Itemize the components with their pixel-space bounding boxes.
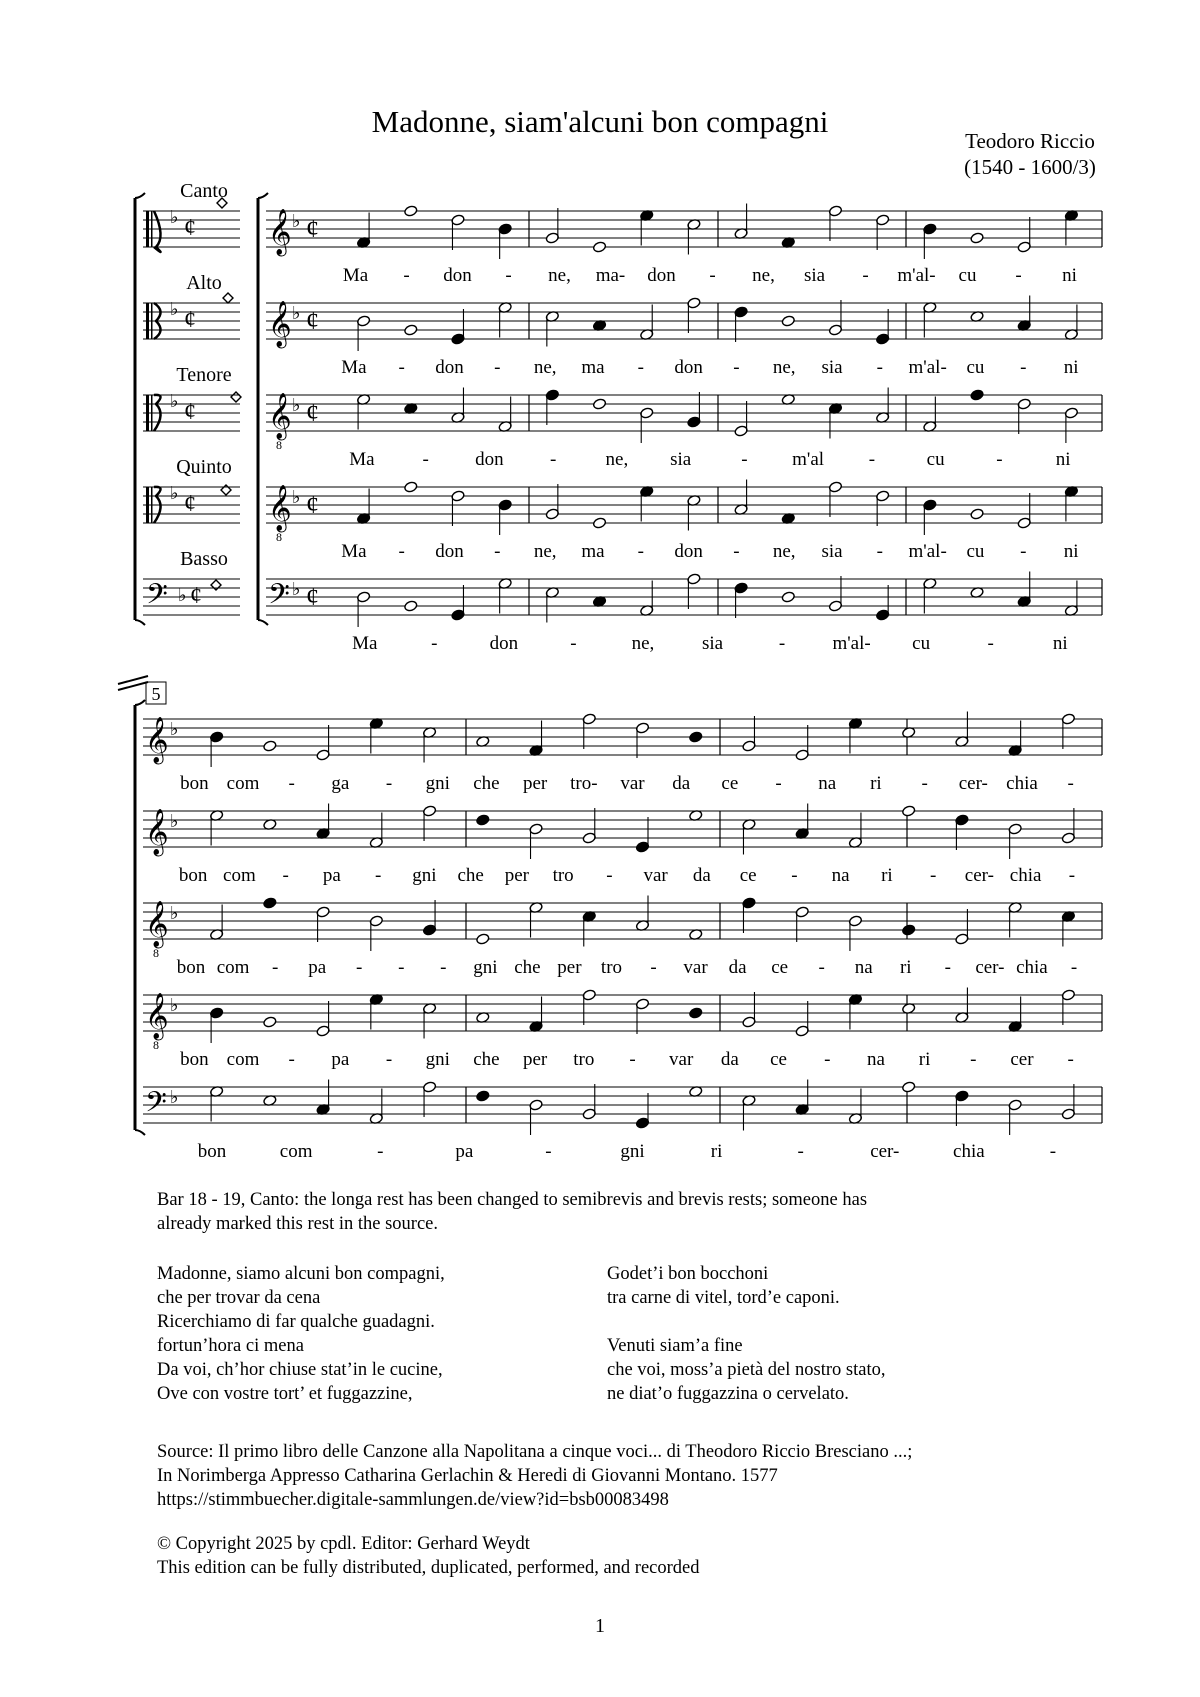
lyric-syllable: gni [425, 1049, 450, 1070]
lyric-syllable: - [1020, 357, 1027, 378]
octave-marker: 8 [276, 530, 282, 544]
f-clef-icon: 𝄢 [268, 580, 290, 617]
lyric-syllable: com [216, 957, 250, 978]
c-clef-icon [151, 303, 153, 339]
lyric-syllable: - [709, 265, 716, 286]
lyric-syllable: Ma [341, 541, 367, 562]
lyric-syllable: gni [620, 1141, 645, 1162]
lyric-syllable: - [570, 633, 577, 654]
lyric-syllable: m'al [792, 449, 825, 470]
text-line: Ricerchiamo di far qualche guadagni. [157, 1312, 435, 1332]
g-clef-icon: 𝄞 [145, 901, 169, 946]
lyric-syllable: na [831, 865, 850, 886]
source-line: In Norimberga Appresso Catharina Gerlachin & Heredi di Giovanni Montano. 1577 [157, 1466, 778, 1486]
lyric-syllable: - [929, 865, 937, 886]
text-line: Godet’i bon bocchoni [607, 1264, 769, 1284]
lyric-syllable: cer- [958, 773, 988, 794]
lyric-syllable: - [637, 357, 644, 378]
copyright-line: © Copyright 2025 by cpdl. Editor: Gerhard Weydt [157, 1534, 530, 1554]
lyric-syllable: - [778, 633, 786, 654]
lyric-syllable: bon [180, 773, 209, 794]
page-title: Madonne, siam'alcuni bon compagni [371, 104, 829, 139]
lyric-syllable: com [226, 773, 260, 794]
c-clef-icon [151, 211, 153, 247]
note-head [404, 600, 418, 612]
lyric-syllable: - [374, 865, 382, 886]
cut-time-icon: ¢ [190, 583, 202, 609]
lyric-syllable: per [504, 865, 530, 886]
c-clef-icon [154, 211, 161, 252]
lyric-syllable: com [279, 1141, 313, 1162]
lyric-syllable: don [443, 265, 472, 286]
bracket-hook [135, 700, 145, 705]
lyric-syllable: chia [1016, 957, 1048, 978]
voice-label: Tenore [176, 364, 232, 386]
lyric-syllable: - [494, 357, 501, 378]
lyric-syllable: ri [899, 957, 912, 978]
composer-name: Teodoro Riccio [965, 129, 1095, 153]
f-clef-icon: 𝄢 [145, 1088, 167, 1125]
lyric-syllable: - [987, 633, 994, 654]
lyric-syllable: ne, [533, 357, 557, 378]
song-text-left [157, 1262, 445, 1406]
f-clef-icon: 𝄢 [146, 580, 168, 617]
lyric-syllable: - [921, 773, 928, 794]
text-line: ne diat’o fuggazzina o cervelato. [607, 1384, 849, 1404]
lyric-syllable: da [728, 957, 747, 978]
lyric-syllable: ce [739, 865, 757, 886]
bracket-hook [258, 193, 268, 198]
c-clef-icon [151, 487, 153, 523]
flat-icon: ♭ [170, 1087, 179, 1107]
lyric-syllable: - [1067, 1049, 1074, 1070]
lyric-syllable: - [422, 449, 429, 470]
c-clef-icon [146, 487, 149, 523]
lyric-syllable: sia [701, 633, 724, 654]
lyric-syllable: pa [322, 865, 341, 886]
cut-time-icon: ¢ [184, 307, 196, 333]
bracket-hook [135, 193, 145, 198]
g-clef-icon: 𝄞 [268, 485, 292, 530]
lyric-syllable: pa [308, 957, 327, 978]
flat-icon: ♭ [170, 299, 179, 319]
lyric-syllable: gni [473, 957, 498, 978]
source-info [157, 1440, 912, 1512]
flat-icon: ♭ [178, 585, 187, 605]
g-clef-icon: 𝄞 [268, 209, 292, 254]
note-head [263, 1016, 277, 1028]
lyric-syllable: da [672, 773, 691, 794]
lyric-syllable: ri [710, 1141, 723, 1162]
lyric-syllable: Ma [349, 449, 375, 470]
lyric-syllable: - [629, 1049, 636, 1070]
lyric-syllable: - [398, 357, 405, 378]
lyric-syllable: che [473, 773, 500, 794]
lyric-syllable: che [514, 957, 541, 978]
note-head [902, 1081, 916, 1093]
g-clef-icon: 𝄞 [145, 809, 169, 854]
text-line: Madonne, siamo alcuni bon compagni, [157, 1264, 445, 1284]
lyric-syllable: da [692, 865, 711, 886]
lyric-syllable: bon [178, 865, 208, 886]
lyric-syllable: cu [966, 357, 985, 378]
lyric-syllable: Ma [342, 265, 369, 286]
lyric-syllable: ne, [752, 265, 775, 286]
lyric-syllable: ma [581, 357, 605, 378]
lyric-syllable: chia [953, 1141, 985, 1162]
lyric-syllable: var [643, 865, 668, 886]
bracket-hook [135, 620, 145, 625]
lyric-syllable: cu [958, 265, 977, 286]
note-head [970, 232, 984, 244]
text-line: Ove con vostre tort’ et fuggazzine, [157, 1384, 413, 1404]
lyric-syllable: ni [1062, 265, 1077, 286]
lyric-syllable: tro- [570, 773, 598, 794]
cut-time-icon: ¢ [184, 491, 196, 517]
lyric-syllable: - [1070, 957, 1078, 978]
g-clef-icon: 𝄞 [145, 717, 169, 762]
lyric-syllable: - [637, 541, 644, 562]
lyric-syllable: m'al- [897, 265, 936, 286]
lyric-syllable: - [505, 265, 512, 286]
lyric-syllable: - [944, 957, 952, 978]
editorial-note-line: already marked this rest in the source. [157, 1214, 438, 1234]
text-line [607, 1310, 885, 1334]
lyric-syllable: cer- [870, 1141, 900, 1162]
lyric-syllable: don [647, 265, 676, 286]
text-line: che voi, moss’a pietà del nostro stato, [607, 1360, 886, 1380]
lyric-syllable: ne, [772, 357, 796, 378]
lyric-syllable: ga [331, 773, 350, 794]
text-line: tra carne di vitel, tord’e caponi. [607, 1288, 840, 1308]
lyric-syllable: - [996, 449, 1003, 470]
c-clef-icon [146, 211, 149, 247]
lyric-syllable: - [741, 449, 748, 470]
lyric-syllable: bon [197, 1141, 227, 1162]
lyric-syllable: don [489, 633, 519, 654]
lyric-syllable: - [876, 541, 884, 562]
g-clef-icon: 𝄞 [145, 993, 169, 1038]
octave-marker: 8 [276, 438, 282, 452]
lyric-syllable: ni [1052, 633, 1068, 654]
lyric-syllable: tro [573, 1049, 595, 1070]
lyric-syllable: Ma [341, 357, 367, 378]
lyric-syllable: don [435, 541, 464, 562]
lyric-syllable: - [824, 1049, 831, 1070]
lyric-syllable: ma [581, 541, 605, 562]
note-head [902, 924, 916, 936]
note-head [970, 389, 984, 401]
cut-time-icon: ¢ [306, 398, 319, 427]
voice-label: Canto [180, 180, 228, 202]
note-head [263, 897, 277, 909]
octave-marker: 8 [153, 1038, 159, 1052]
lyric-syllable: cer- [964, 865, 994, 886]
lyric-syllable: cu [926, 449, 945, 470]
c-clef-icon [151, 395, 153, 431]
lyric-syllable: - [1020, 541, 1027, 562]
lyric-syllable: com [223, 865, 256, 886]
note-head [781, 315, 795, 327]
lyric-syllable: ri [870, 773, 882, 794]
lyric-syllable: - [494, 541, 501, 562]
lyric-syllable: - [288, 773, 295, 794]
lyric-syllable: - [385, 773, 393, 794]
lyric-syllable: gni [412, 865, 437, 886]
lyric-syllable: per [557, 957, 582, 978]
lyric-syllable: - [797, 1141, 804, 1162]
lyric-syllable: bon [176, 957, 206, 978]
cut-time-icon: ¢ [306, 490, 319, 519]
lyric-syllable: - [549, 449, 557, 470]
lyric-syllable: cer- [975, 957, 1005, 978]
lyric-syllable: - [1067, 773, 1074, 794]
lyric-syllable: ni [1055, 449, 1071, 470]
lyric-syllable: chia [1006, 773, 1038, 794]
flat-icon: ♭ [170, 391, 179, 411]
editorial-note-line: Bar 18 - 19, Canto: the longa rest has been changed to semibrevis and brevis rests; someone has [157, 1190, 868, 1210]
note-head [689, 1007, 703, 1019]
lyric-syllable: - [868, 449, 876, 470]
lyric-syllable: che [457, 865, 484, 886]
note-head [404, 481, 418, 493]
lyric-syllable: - [398, 541, 405, 562]
lyric-syllable: don [435, 357, 464, 378]
text-line: Venuti siam’a fine [607, 1336, 743, 1356]
lyric-syllable: m'al- [908, 541, 947, 562]
lyric-syllable: m'al- [832, 633, 871, 654]
note-head [592, 517, 606, 529]
lyric-syllable: - [440, 957, 447, 978]
lyric-syllable: - [1015, 265, 1022, 286]
flat-icon: ♭ [170, 207, 179, 227]
voice-label: Basso [180, 548, 228, 570]
flat-icon: ♭ [292, 303, 301, 323]
lyric-syllable: - [431, 633, 438, 654]
lyric-syllable: da [720, 1049, 739, 1070]
lyric-syllable: chia [1009, 865, 1042, 886]
license-line: This edition can be fully distributed, duplicated, performed, and recorded [157, 1558, 700, 1578]
lyric-syllable: ne, [548, 265, 571, 286]
lyric-syllable: ne, [772, 541, 796, 562]
lyric-syllable: bon [180, 1049, 209, 1070]
lyric-syllable: gni [425, 773, 450, 794]
flat-icon: ♭ [292, 211, 301, 231]
cut-time-icon: ¢ [184, 215, 196, 241]
note-head [902, 805, 916, 817]
lyric-syllable: ri [881, 865, 893, 886]
lyric-syllable: ni [1063, 357, 1079, 378]
note-head [404, 205, 418, 217]
lyric-syllable: per [522, 773, 548, 794]
lyric-syllable: - [775, 773, 782, 794]
lyric-syllable: - [970, 1049, 977, 1070]
flat-icon: ♭ [292, 487, 301, 507]
lyric-syllable: don [475, 449, 504, 470]
lyric-syllable: - [606, 865, 613, 886]
lyric-syllable: na [818, 773, 837, 794]
text-line: fortun’hora ci mena [157, 1336, 304, 1356]
lyric-syllable: cer [1010, 1049, 1034, 1070]
bracket-hook [135, 1130, 145, 1135]
g-clef-icon: 𝄞 [268, 301, 292, 346]
source-line: Source: Il primo libro delle Canzone alla Napolitana a cinque voci... di Theodoro Riccio Bresciano ...; [157, 1442, 913, 1462]
lyric-syllable: tro [600, 957, 623, 978]
flat-icon: ♭ [170, 719, 179, 739]
bracket-hook [258, 620, 268, 625]
voice-label: Quinto [176, 456, 232, 478]
lyric-syllable: na [854, 957, 873, 978]
lyric-syllable: sia [821, 541, 843, 562]
lyric-syllable: - [398, 957, 405, 978]
note-head [592, 241, 606, 253]
lyric-syllable: var [620, 773, 645, 794]
lyric-syllable: ne, [605, 449, 629, 470]
editorial-note [157, 1188, 867, 1236]
lyric-syllable: - [876, 357, 884, 378]
text-line: Da voi, ch’hor chiuse stat’in le cucine, [157, 1360, 443, 1380]
note-head [476, 1090, 490, 1102]
cut-time-icon: ¢ [184, 399, 196, 425]
composer-dates: (1540 - 1600/3) [964, 155, 1096, 179]
lyric-syllable: ce [770, 1049, 787, 1070]
flat-icon: ♭ [170, 903, 179, 923]
lyric-syllable: tro [552, 865, 574, 886]
note-head [689, 731, 703, 743]
c-clef-icon [146, 395, 149, 431]
lyric-syllable: na [866, 1049, 885, 1070]
lyric-syllable: m'al- [908, 357, 947, 378]
lyric-syllable: - [818, 957, 825, 978]
flat-icon: ♭ [170, 483, 179, 503]
cut-time-icon: ¢ [306, 214, 319, 243]
note-head [592, 398, 606, 410]
lyric-syllable: Ma [352, 633, 378, 654]
lyric-syllable: - [282, 865, 289, 886]
lyric-syllable: var [683, 957, 708, 978]
lyric-syllable: ma- [595, 265, 626, 286]
copyright-info [157, 1532, 700, 1580]
flat-icon: ♭ [170, 811, 179, 831]
lyric-syllable: - [733, 541, 740, 562]
page-number: 1 [595, 1615, 605, 1637]
flat-icon: ♭ [292, 579, 301, 599]
note-head [781, 591, 795, 603]
lyric-syllable: - [356, 957, 363, 978]
lyric-syllable: ni [1063, 541, 1079, 562]
lyric-syllable: - [650, 957, 657, 978]
flat-icon: ♭ [170, 995, 179, 1015]
lyric-syllable: - [791, 865, 798, 886]
lyric-syllable: - [1068, 865, 1076, 886]
lyric-syllable: che [473, 1049, 500, 1070]
lyric-syllable: - [385, 1049, 393, 1070]
cut-time-icon: ¢ [306, 306, 319, 335]
lyric-syllable: - [377, 1141, 384, 1162]
lyric-syllable: - [288, 1049, 295, 1070]
voice-label: Alto [186, 272, 222, 294]
lyric-syllable: - [545, 1141, 552, 1162]
octave-marker: 8 [153, 946, 159, 960]
lyric-syllable: sia [670, 449, 692, 470]
lyric-syllable: - [862, 265, 869, 286]
note-head [970, 508, 984, 520]
note-head [404, 324, 418, 336]
lyric-syllable: cu [966, 541, 985, 562]
incipit-note [223, 293, 233, 303]
lyric-syllable: - [271, 957, 279, 978]
lyric-syllable: per [522, 1049, 548, 1070]
cut-time-icon: ¢ [306, 582, 319, 611]
lyric-syllable: sia [821, 357, 843, 378]
lyric-syllable: - [1049, 1141, 1057, 1162]
lyric-syllable: var [669, 1049, 694, 1070]
lyric-syllable: don [674, 357, 703, 378]
source-url: https://stimmbuecher.digitale-sammlungen.de/view?id=bsb00083498 [157, 1490, 669, 1510]
lyric-syllable: ce [771, 957, 789, 978]
note-head [263, 740, 277, 752]
lyric-syllable: don [674, 541, 703, 562]
note-head [476, 933, 490, 945]
lyric-syllable: com [226, 1049, 260, 1070]
note-head [476, 814, 490, 826]
lyric-syllable: pa [455, 1141, 474, 1162]
lyric-syllable: ce [721, 773, 739, 794]
lyric-syllable: ne, [631, 633, 655, 654]
lyric-syllable: - [403, 265, 410, 286]
lyric-syllable: sia [803, 265, 826, 286]
flat-icon: ♭ [292, 395, 301, 415]
c-clef-icon [146, 303, 149, 339]
text-line: che per trovar da cena [157, 1288, 321, 1308]
g-clef-icon: 𝄞 [268, 393, 292, 438]
lyric-syllable: - [733, 357, 740, 378]
lyric-syllable: ri [918, 1049, 931, 1070]
lyric-syllable: ne, [533, 541, 557, 562]
lyric-syllable: pa [331, 1049, 350, 1070]
incipit-note [231, 392, 241, 402]
song-text-right [607, 1262, 885, 1406]
lyric-syllable: cu [912, 633, 931, 654]
measure-number: 5 [151, 684, 161, 704]
